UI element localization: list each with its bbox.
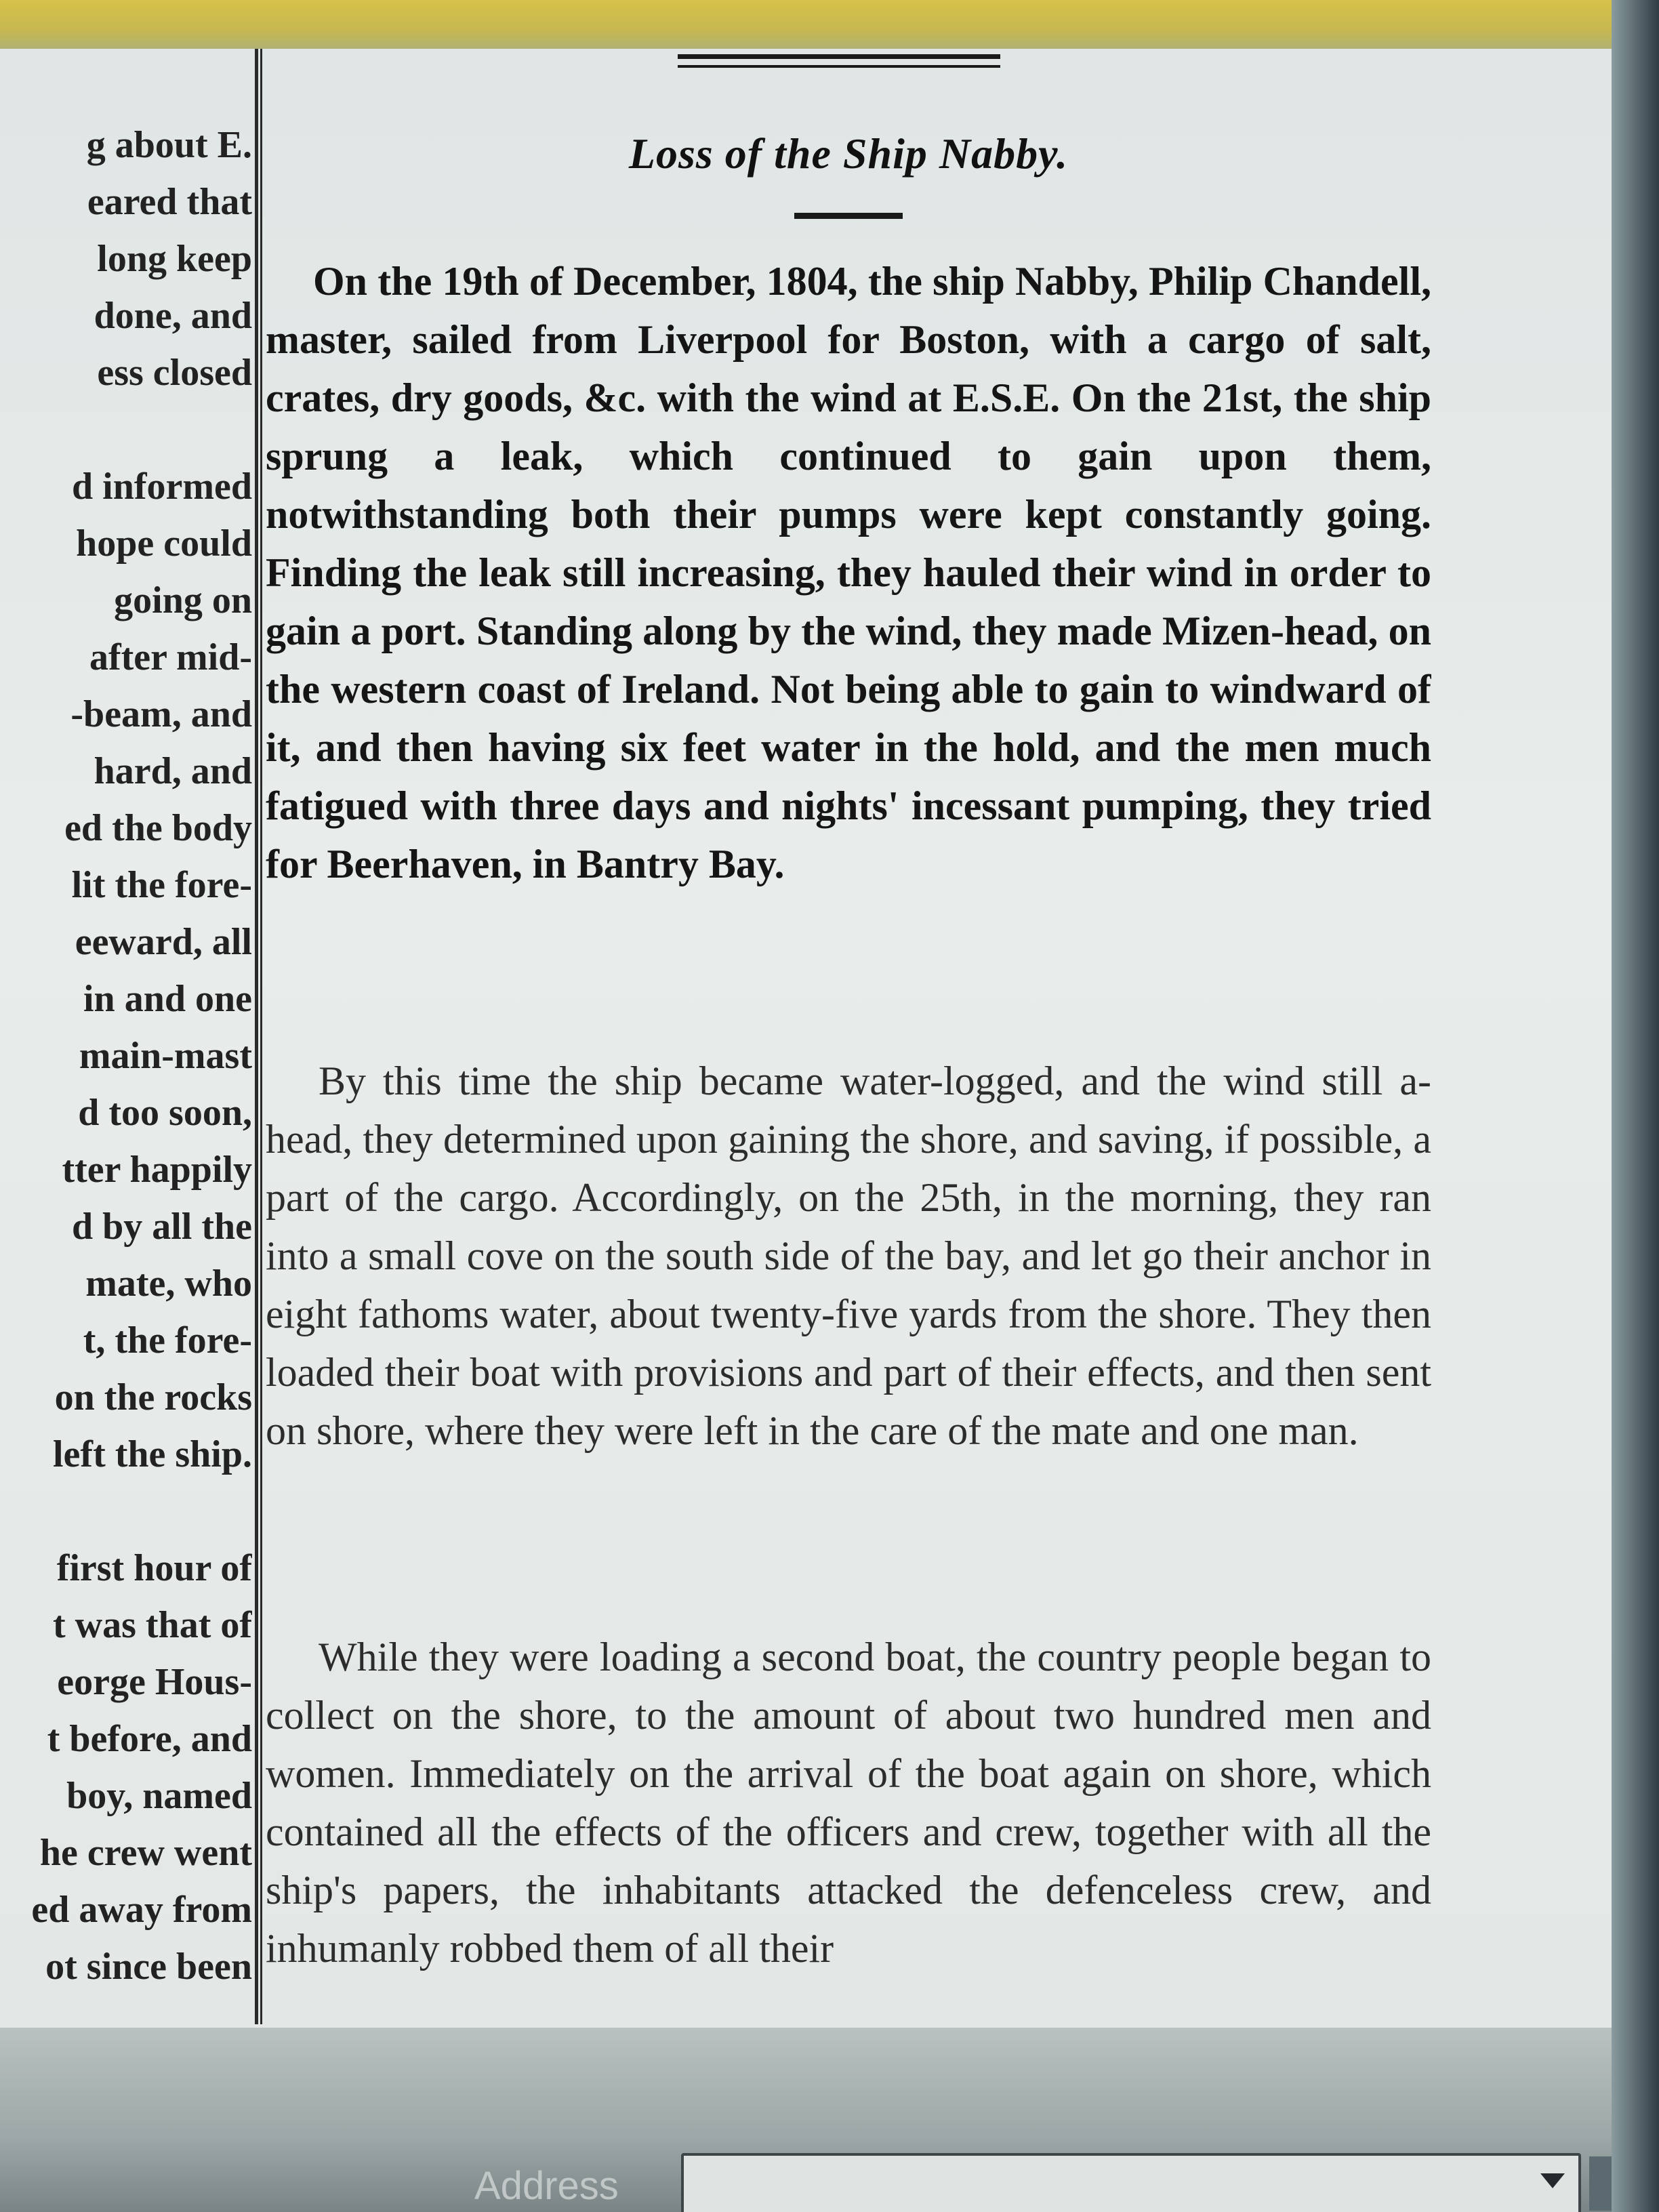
fragment-line: hard, and xyxy=(94,750,252,792)
header-rule xyxy=(678,54,1000,59)
fragment-line: he crew went xyxy=(39,1832,252,1874)
fragment-line: t before, and xyxy=(47,1718,252,1760)
fragment-line: d too soon, xyxy=(78,1092,252,1134)
fragment-line: ot since been xyxy=(45,1946,252,1988)
title-rule xyxy=(794,213,903,219)
fragment-line: going on xyxy=(114,579,252,621)
fragment-line: ess closed xyxy=(97,352,252,394)
address-label: Address xyxy=(474,2164,619,2208)
chevron-down-icon[interactable] xyxy=(1540,2173,1565,2188)
address-input[interactable] xyxy=(681,2153,1581,2212)
fragment-line: main-mast xyxy=(79,1035,252,1077)
fragment-line: eared that xyxy=(87,181,252,223)
fragment-line: in and one xyxy=(83,978,252,1020)
fragment-line: t, the fore- xyxy=(83,1319,252,1361)
previous-column-fragment xyxy=(0,49,252,2024)
fragment-line: on the rocks xyxy=(54,1376,252,1418)
monitor-bezel-right xyxy=(1612,0,1659,2212)
column-divider-inner xyxy=(260,49,262,2024)
fragment-line: ed away from xyxy=(31,1889,252,1931)
header-rule-thin xyxy=(678,65,1000,68)
fragment-line: g about E. xyxy=(86,124,252,166)
fragment-line: first hour of xyxy=(56,1547,252,1589)
fragment-line: t was that of xyxy=(53,1604,252,1646)
fragment-line: left the ship. xyxy=(53,1433,252,1475)
article-title: Loss of the Ship Nabby. xyxy=(628,129,1069,178)
fragment-line: hope could xyxy=(76,523,252,565)
article-column xyxy=(266,49,1431,2024)
fragment-line: tter happily xyxy=(62,1149,252,1191)
document-viewer[interactable] xyxy=(0,49,1620,2028)
monitor-bezel-top xyxy=(0,0,1659,54)
fragment-line: mate, who xyxy=(85,1263,252,1305)
fragment-line: ed the body xyxy=(64,807,252,849)
fragment-line: d by all the xyxy=(71,1206,252,1248)
fragment-line: done, and xyxy=(94,295,252,337)
fragment-line: -beam, and xyxy=(70,693,252,735)
column-divider xyxy=(255,49,258,2024)
paragraph-3: While they were loading a second boat, the country people began to collect on the shore, to the amount of about two hundred men and women. Immediately on the arrival of the boat again on shore, which contained all the effects of the officers and crew, together with all the ship's papers, the inhabitants attacked the defenceless crew, and inhumanly robbed them of all their xyxy=(266,1635,1431,1971)
fragment-line: eeward, all xyxy=(75,921,252,963)
browser-address-toolbar xyxy=(0,2028,1620,2212)
paragraph-2: By this time the ship became water-logged, and the wind still a-head, they determined upon gaining the shore, and saving, if possible, a part of the cargo. Accordingly, on the 25th, in the morning, they ran into a small cove on the south side of the bay, and let go their anchor in eight fathoms water, about twenty-five yards from the shore. They then loaded their boat with provisions and part of their effects, and then sent on shore, where they were left in the care of the mate and one man. xyxy=(266,1059,1431,1453)
fragment-line: eorge Hous- xyxy=(57,1661,252,1703)
paragraph-1: On the 19th of December, 1804, the ship Nabby, Philip Chandell, master, sailed from Liverpool for Boston, with a cargo of salt, crates, dry goods, &c. with the wind at E.S.E. On the 21st, the ship sprung a leak, which continued to gain upon them, notwithstanding both their pumps were kept constantly going. Finding the leak still increasing, they hauled their wind in order to gain a port. Standing along by the wind, they made Mizen-head, on the western coast of Ireland. Not being able to gain to windward of it, and then having six feet water in the hold, and the men much fatigued with three days and nights' incessant pumping, they tried for Beerhaven, in Bantry Bay. xyxy=(266,259,1431,886)
fragment-line: lit the fore- xyxy=(71,864,252,906)
fragment-line: after mid- xyxy=(89,636,252,678)
fragment-line: boy, named xyxy=(66,1775,252,1817)
fragment-line: d informed xyxy=(72,466,252,508)
fragment-line: long keep xyxy=(97,238,252,280)
